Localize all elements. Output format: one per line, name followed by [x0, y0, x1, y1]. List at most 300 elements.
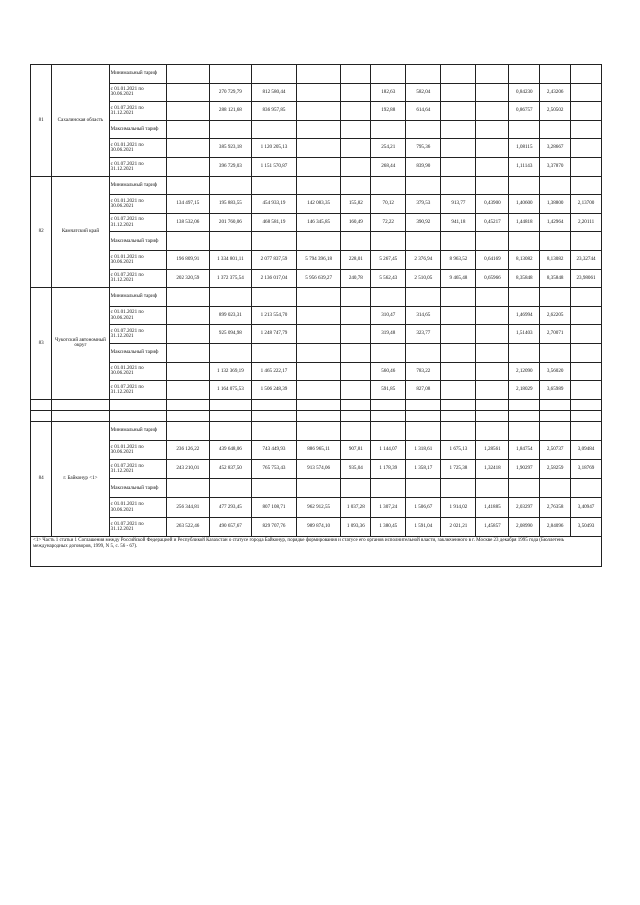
- empty-cell: [540, 410, 571, 421]
- value-cell: 8,35848: [540, 269, 571, 288]
- period-label: Минимальный тариф: [109, 421, 166, 440]
- value-cell: [476, 479, 509, 498]
- table-row: [31, 498, 602, 517]
- value-cell: [406, 479, 441, 498]
- value-cell: 1,90297: [509, 460, 540, 479]
- value-cell: 2,70071: [540, 325, 571, 344]
- value-cell: [441, 120, 476, 139]
- value-cell: 1 465 222,17: [252, 362, 297, 381]
- value-cell: [476, 306, 509, 325]
- value-cell: [167, 421, 210, 440]
- table-row: [31, 250, 602, 269]
- value-cell: [296, 139, 341, 158]
- value-cell: [540, 479, 571, 498]
- period-label: Максимальный тариф: [109, 232, 166, 251]
- value-cell: [341, 325, 371, 344]
- value-cell: [296, 157, 341, 176]
- value-cell: 23,32744: [571, 250, 602, 269]
- value-cell: [406, 288, 441, 307]
- value-cell: [252, 421, 297, 440]
- value-cell: 2,12090: [509, 362, 540, 381]
- value-cell: 913 574,06: [296, 460, 341, 479]
- value-cell: [476, 288, 509, 307]
- value-cell: [371, 176, 406, 195]
- value-cell: 899 023,31: [209, 306, 252, 325]
- value-cell: [476, 65, 509, 84]
- value-cell: 379,53: [406, 195, 441, 214]
- value-cell: [540, 65, 571, 84]
- value-cell: [571, 362, 602, 381]
- value-cell: 323,77: [406, 325, 441, 344]
- value-cell: [476, 139, 509, 158]
- value-cell: 2,76358: [540, 498, 571, 517]
- value-cell: [441, 288, 476, 307]
- value-cell: 201 760,06: [209, 213, 252, 232]
- table-row: [31, 479, 602, 498]
- value-cell: 1 334 801,11: [209, 250, 252, 269]
- value-cell: 1 093,36: [341, 517, 371, 536]
- table-row: [31, 440, 602, 459]
- value-cell: [406, 421, 441, 440]
- empty-cell: [52, 399, 109, 410]
- value-cell: [571, 102, 602, 121]
- value-cell: 925 094,98: [209, 325, 252, 344]
- value-cell: 490 657,67: [209, 517, 252, 536]
- value-cell: 3,28667: [540, 139, 571, 158]
- value-cell: 2 510,05: [406, 269, 441, 288]
- value-cell: 2,58259: [540, 460, 571, 479]
- value-cell: [296, 232, 341, 251]
- value-cell: [341, 83, 371, 102]
- value-cell: [341, 381, 371, 400]
- value-cell: [509, 232, 540, 251]
- period-label: Минимальный тариф: [109, 65, 166, 84]
- period-label: Максимальный тариф: [109, 343, 166, 362]
- value-cell: [571, 343, 602, 362]
- value-cell: 1,38800: [540, 195, 571, 214]
- footnote: <1> Часть 1 статьи 1 Соглашения между Российской Федерацией и Республикой Казахстан о статусе города Байконур, порядке формирования и статусе его органов исполнительной власти, заключенного в г. Москве 23 декабря 1995 года (Бюллетень международных договоров, 1999, N 5, с. 56 - 67).: [31, 536, 602, 566]
- value-cell: 941,18: [441, 213, 476, 232]
- value-cell: 1 164 075,53: [209, 381, 252, 400]
- value-cell: [476, 362, 509, 381]
- table-row: [31, 288, 602, 307]
- value-cell: 256 344,81: [167, 498, 210, 517]
- empty-cell: [52, 410, 109, 421]
- value-cell: [476, 157, 509, 176]
- value-cell: [571, 306, 602, 325]
- value-cell: 962 912,55: [296, 498, 341, 517]
- empty-cell: [31, 410, 52, 421]
- table-row: [31, 83, 602, 102]
- region-name: Сахалинская область: [52, 65, 109, 177]
- value-cell: 146 345,85: [296, 213, 341, 232]
- value-cell: [167, 325, 210, 344]
- value-cell: [296, 479, 341, 498]
- value-cell: 3,65989: [540, 381, 571, 400]
- value-cell: [540, 176, 571, 195]
- value-cell: [341, 120, 371, 139]
- empty-cell: [209, 410, 252, 421]
- value-cell: 2,08990: [509, 517, 540, 536]
- value-cell: [540, 232, 571, 251]
- value-cell: [406, 343, 441, 362]
- value-cell: [509, 120, 540, 139]
- period-label: с 01.01.2021 по 30.06.2021: [109, 83, 166, 102]
- empty-cell: [441, 410, 476, 421]
- value-cell: [571, 288, 602, 307]
- value-cell: 989 874,10: [296, 517, 341, 536]
- value-cell: [167, 479, 210, 498]
- value-cell: 1,32418: [476, 460, 509, 479]
- value-cell: [441, 381, 476, 400]
- value-cell: 0,64169: [476, 250, 509, 269]
- value-cell: [341, 479, 371, 498]
- value-cell: [296, 306, 341, 325]
- value-cell: [540, 288, 571, 307]
- value-cell: 1 914,02: [441, 498, 476, 517]
- value-cell: 452 837,50: [209, 460, 252, 479]
- period-label: с 01.07.2021 по 31.12.2021: [109, 157, 166, 176]
- value-cell: 614,64: [406, 102, 441, 121]
- value-cell: [540, 421, 571, 440]
- value-cell: 268,44: [371, 157, 406, 176]
- value-cell: [441, 325, 476, 344]
- value-cell: [441, 176, 476, 195]
- value-cell: 2,84096: [540, 517, 571, 536]
- value-cell: 2,18029: [509, 381, 540, 400]
- value-cell: [406, 120, 441, 139]
- value-cell: 1 144,07: [371, 440, 406, 459]
- region-number: 84: [31, 421, 52, 536]
- value-cell: 310,47: [371, 306, 406, 325]
- value-cell: 1,11143: [509, 157, 540, 176]
- value-cell: [341, 232, 371, 251]
- period-label: с 01.01.2021 по 30.06.2021: [109, 195, 166, 214]
- value-cell: [441, 157, 476, 176]
- empty-cell: [406, 410, 441, 421]
- value-cell: [296, 325, 341, 344]
- value-cell: [296, 65, 341, 84]
- value-cell: [167, 157, 210, 176]
- value-cell: [167, 83, 210, 102]
- value-cell: 827,08: [406, 381, 441, 400]
- value-cell: 1 213 554,70: [252, 306, 297, 325]
- value-cell: 2,13700: [571, 195, 602, 214]
- value-cell: 134 497,15: [167, 195, 210, 214]
- value-cell: 2,50737: [540, 440, 571, 459]
- value-cell: [371, 65, 406, 84]
- value-cell: [341, 306, 371, 325]
- value-cell: 1 725,38: [441, 460, 476, 479]
- value-cell: [209, 479, 252, 498]
- value-cell: 1 591,04: [406, 517, 441, 536]
- value-cell: [296, 102, 341, 121]
- empty-cell: [476, 410, 509, 421]
- empty-cell: [252, 399, 297, 410]
- value-cell: [371, 232, 406, 251]
- value-cell: [296, 421, 341, 440]
- value-cell: [571, 325, 602, 344]
- empty-cell: [341, 410, 371, 421]
- value-cell: [441, 65, 476, 84]
- value-cell: 454 933,19: [252, 195, 297, 214]
- period-label: с 01.07.2021 по 31.12.2021: [109, 460, 166, 479]
- empty-cell: [252, 410, 297, 421]
- value-cell: 886 965,11: [296, 440, 341, 459]
- period-label: с 01.07.2021 по 31.12.2021: [109, 213, 166, 232]
- empty-cell: [31, 399, 52, 410]
- value-cell: [167, 362, 210, 381]
- value-cell: [167, 288, 210, 307]
- table-row: [31, 176, 602, 195]
- value-cell: 3,09484: [571, 440, 602, 459]
- period-label: с 01.07.2021 по 31.12.2021: [109, 517, 166, 536]
- period-label: с 01.07.2021 по 31.12.2021: [109, 325, 166, 344]
- empty-cell: [406, 399, 441, 410]
- value-cell: [341, 421, 371, 440]
- period-label: с 01.07.2021 по 31.12.2021: [109, 381, 166, 400]
- value-cell: 743 449,93: [252, 440, 297, 459]
- table-row: [31, 120, 602, 139]
- value-cell: 385 923,18: [209, 139, 252, 158]
- value-cell: [571, 232, 602, 251]
- empty-cell: [509, 410, 540, 421]
- table-row: [31, 102, 602, 121]
- value-cell: [476, 83, 509, 102]
- value-cell: [476, 120, 509, 139]
- value-cell: 319,48: [371, 325, 406, 344]
- empty-cell: [540, 399, 571, 410]
- value-cell: [571, 421, 602, 440]
- value-cell: [371, 288, 406, 307]
- value-cell: 228,01: [341, 250, 371, 269]
- value-cell: 1 358,17: [406, 460, 441, 479]
- value-cell: 2 136 017,04: [252, 269, 297, 288]
- value-cell: 2 021,21: [441, 517, 476, 536]
- value-cell: 192,88: [371, 102, 406, 121]
- value-cell: 2 376,94: [406, 250, 441, 269]
- value-cell: 0,84230: [509, 83, 540, 102]
- value-cell: 3,56020: [540, 362, 571, 381]
- period-label: с 01.07.2021 по 31.12.2021: [109, 102, 166, 121]
- value-cell: [540, 120, 571, 139]
- value-cell: 8,35848: [509, 269, 540, 288]
- value-cell: 795,36: [406, 139, 441, 158]
- empty-cell: [341, 399, 371, 410]
- value-cell: [441, 83, 476, 102]
- period-label: Минимальный тариф: [109, 288, 166, 307]
- empty-cell: [109, 399, 166, 410]
- value-cell: 1 178,39: [371, 460, 406, 479]
- table-row: [31, 460, 602, 479]
- period-label: с 01.01.2021 по 30.06.2021: [109, 498, 166, 517]
- value-cell: 477 293,45: [209, 498, 252, 517]
- value-cell: 1,40600: [509, 195, 540, 214]
- value-cell: [441, 306, 476, 325]
- value-cell: 591,85: [371, 381, 406, 400]
- value-cell: 2 077 837,59: [252, 250, 297, 269]
- period-label: с 01.07.2021 по 31.12.2021: [109, 269, 166, 288]
- period-label: Минимальный тариф: [109, 176, 166, 195]
- value-cell: 270 729,79: [209, 83, 252, 102]
- value-cell: [296, 288, 341, 307]
- empty-cell: [167, 399, 210, 410]
- value-cell: [441, 139, 476, 158]
- table-row: [31, 325, 602, 344]
- empty-cell: [296, 410, 341, 421]
- value-cell: 1 506 248,39: [252, 381, 297, 400]
- value-cell: 1 675,13: [441, 440, 476, 459]
- value-cell: [509, 421, 540, 440]
- value-cell: 263 522,46: [167, 517, 210, 536]
- value-cell: [167, 139, 210, 158]
- value-cell: [252, 120, 297, 139]
- region-number: 82: [31, 176, 52, 288]
- value-cell: 5 956 639,27: [296, 269, 341, 288]
- value-cell: [296, 381, 341, 400]
- value-cell: 1 307,24: [371, 498, 406, 517]
- value-cell: [296, 362, 341, 381]
- value-cell: 1,51403: [509, 325, 540, 344]
- value-cell: 0,43900: [476, 195, 509, 214]
- value-cell: 907,81: [341, 440, 371, 459]
- value-cell: [571, 139, 602, 158]
- value-cell: 836 957,85: [252, 102, 297, 121]
- region-name: Чукотский автономный округ: [52, 288, 109, 400]
- value-cell: [571, 120, 602, 139]
- value-cell: 1 120 205,13: [252, 139, 297, 158]
- value-cell: 396 729,03: [209, 157, 252, 176]
- value-cell: 1 151 570,87: [252, 157, 297, 176]
- blank-row: [31, 399, 602, 410]
- value-cell: [571, 176, 602, 195]
- empty-cell: [209, 399, 252, 410]
- value-cell: [341, 288, 371, 307]
- value-cell: 1,45857: [476, 517, 509, 536]
- value-cell: 3,40947: [571, 498, 602, 517]
- value-cell: 138 532,06: [167, 213, 210, 232]
- value-cell: 243 210,01: [167, 460, 210, 479]
- value-cell: 195 883,55: [209, 195, 252, 214]
- value-cell: [476, 102, 509, 121]
- value-cell: 1,41885: [476, 498, 509, 517]
- value-cell: 2,62205: [540, 306, 571, 325]
- table-row: [31, 139, 602, 158]
- value-cell: 5 562,43: [371, 269, 406, 288]
- value-cell: 2,50502: [540, 102, 571, 121]
- value-cell: [509, 288, 540, 307]
- value-cell: [406, 232, 441, 251]
- region-number: 83: [31, 288, 52, 400]
- value-cell: [571, 83, 602, 102]
- table-row: [31, 232, 602, 251]
- value-cell: 1,84754: [509, 440, 540, 459]
- value-cell: 935,04: [341, 460, 371, 479]
- value-cell: 8 963,52: [441, 250, 476, 269]
- period-label: с 01.01.2021 по 30.06.2021: [109, 139, 166, 158]
- value-cell: [209, 65, 252, 84]
- table-row: [31, 306, 602, 325]
- value-cell: [167, 176, 210, 195]
- value-cell: [209, 343, 252, 362]
- value-cell: [209, 232, 252, 251]
- value-cell: [441, 232, 476, 251]
- value-cell: [571, 65, 602, 84]
- value-cell: 182,63: [371, 83, 406, 102]
- value-cell: 5 794 396,18: [296, 250, 341, 269]
- value-cell: 240,78: [341, 269, 371, 288]
- value-cell: 913,77: [441, 195, 476, 214]
- value-cell: 1 506,67: [406, 498, 441, 517]
- value-cell: [167, 102, 210, 121]
- value-cell: [209, 120, 252, 139]
- value-cell: [209, 176, 252, 195]
- value-cell: 0,45217: [476, 213, 509, 232]
- region-name: Камчатский край: [52, 176, 109, 288]
- value-cell: [441, 421, 476, 440]
- value-cell: 1 132 369,19: [209, 362, 252, 381]
- table-row: [31, 421, 602, 440]
- value-cell: 839,90: [406, 157, 441, 176]
- value-cell: [476, 421, 509, 440]
- blank-row: [31, 410, 602, 421]
- value-cell: [571, 381, 602, 400]
- value-cell: [296, 83, 341, 102]
- value-cell: 582,04: [406, 83, 441, 102]
- empty-cell: [509, 399, 540, 410]
- value-cell: 2,43206: [540, 83, 571, 102]
- value-cell: [341, 343, 371, 362]
- empty-cell: [371, 399, 406, 410]
- value-cell: [252, 343, 297, 362]
- value-cell: 72,22: [371, 213, 406, 232]
- value-cell: [371, 421, 406, 440]
- value-cell: [441, 362, 476, 381]
- value-cell: 783,22: [406, 362, 441, 381]
- value-cell: 236 126,22: [167, 440, 210, 459]
- value-cell: [167, 306, 210, 325]
- value-cell: 1 037,28: [341, 498, 371, 517]
- value-cell: 1,08115: [509, 139, 540, 158]
- value-cell: [476, 232, 509, 251]
- value-cell: 70,12: [371, 195, 406, 214]
- period-label: с 01.01.2021 по 30.06.2021: [109, 250, 166, 269]
- value-cell: [252, 479, 297, 498]
- value-cell: [252, 176, 297, 195]
- value-cell: [167, 232, 210, 251]
- value-cell: [167, 381, 210, 400]
- value-cell: 807 108,71: [252, 498, 297, 517]
- period-label: с 01.01.2021 по 30.06.2021: [109, 362, 166, 381]
- value-cell: [167, 65, 210, 84]
- value-cell: [341, 139, 371, 158]
- value-cell: [509, 65, 540, 84]
- value-cell: 1 372 375,54: [209, 269, 252, 288]
- value-cell: [571, 479, 602, 498]
- value-cell: [509, 176, 540, 195]
- value-cell: [341, 176, 371, 195]
- table-row: [31, 362, 602, 381]
- value-cell: 1,42964: [540, 213, 571, 232]
- value-cell: 2,03297: [509, 498, 540, 517]
- table-row: [31, 381, 602, 400]
- value-cell: 0,86757: [509, 102, 540, 121]
- value-cell: [341, 102, 371, 121]
- empty-cell: [371, 410, 406, 421]
- value-cell: 5 267,45: [371, 250, 406, 269]
- value-cell: [371, 120, 406, 139]
- region-number: 81: [31, 65, 52, 177]
